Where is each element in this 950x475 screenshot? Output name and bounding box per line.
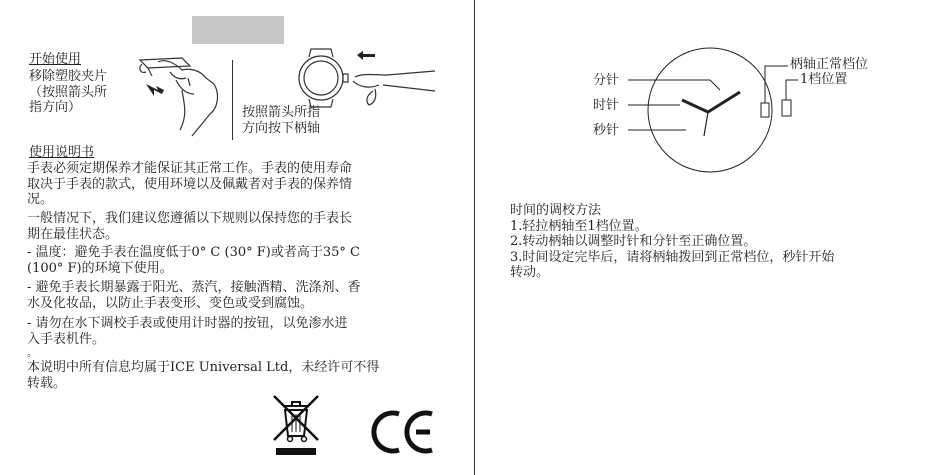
step-1: 1.轻拉柄轴至1档位置。	[510, 218, 648, 234]
label-second-hand: 秒针	[593, 123, 620, 138]
press-crown-text: 按照箭头所指 方向按下柄轴	[242, 105, 321, 136]
remove-film-text: 移除塑胶夹片 （按照箭头所 指方向）	[29, 69, 108, 115]
bullet-exposure: - 避免手表长期暴露于阳光、蒸汽，接触酒精、洗涤剂、香 水及化妆品，以防止手表变形、变色或受到腐蚀。	[27, 280, 361, 311]
step-2: 2.转动柄轴以调整时针和分针至正确位置。	[510, 234, 757, 249]
hour-hand-line	[682, 100, 708, 112]
paragraph-maintenance: 手表必须定期保养才能保证其正常工作。手表的使用寿命 取决于手表的款式，使用环境以及佩戴者对手表的保养情 况。	[27, 161, 353, 207]
separator-dot: 。	[27, 348, 37, 359]
label-crown-pos1: 1档位置	[800, 72, 848, 87]
label-minute-hand: 分针	[593, 73, 620, 88]
label-crown-normal: 柄轴正常档位	[790, 57, 869, 72]
step-3-cont: 转动。	[510, 265, 550, 280]
paragraph-rules: 一般情况下，我们建议您遵循以下规则以保持您的手表长 期在最佳状态。	[27, 211, 353, 242]
bullet-temperature: - 温度：避免手表在温度低于0° C (30° F)或者高于35° C (100° F)的环境下使用。	[27, 245, 360, 276]
instructions-block	[510, 203, 834, 281]
copyright-notice: 本说明中所有信息均属于ICE Universal Ltd，未经许可不得 转载。	[27, 360, 380, 391]
illustration-separator	[232, 60, 233, 140]
step-3: 3.时间设定完毕后，请将柄轴拨回到正常档位，秒针开始	[510, 249, 835, 265]
minute-hand-line	[708, 92, 740, 112]
bullet-underwater: - 请勿在水下调校手表或使用计时器的按钮，以免渗水进 入手表机件。	[27, 316, 348, 347]
label-hour-hand: 时针	[593, 98, 620, 113]
start-title: 开始使用	[29, 52, 82, 67]
manual-title: 使用说明书	[29, 145, 95, 160]
hand-press-icon	[295, 45, 445, 145]
instructions-title: 时间的调校方法	[510, 203, 602, 218]
arrow-icon	[357, 51, 375, 60]
weee-bin-icon	[268, 392, 324, 458]
hand-peel-icon	[130, 50, 225, 140]
second-hand-line	[704, 112, 708, 136]
ce-mark-icon	[370, 408, 438, 456]
header-placeholder-box	[192, 16, 284, 44]
page-divider	[474, 0, 475, 475]
